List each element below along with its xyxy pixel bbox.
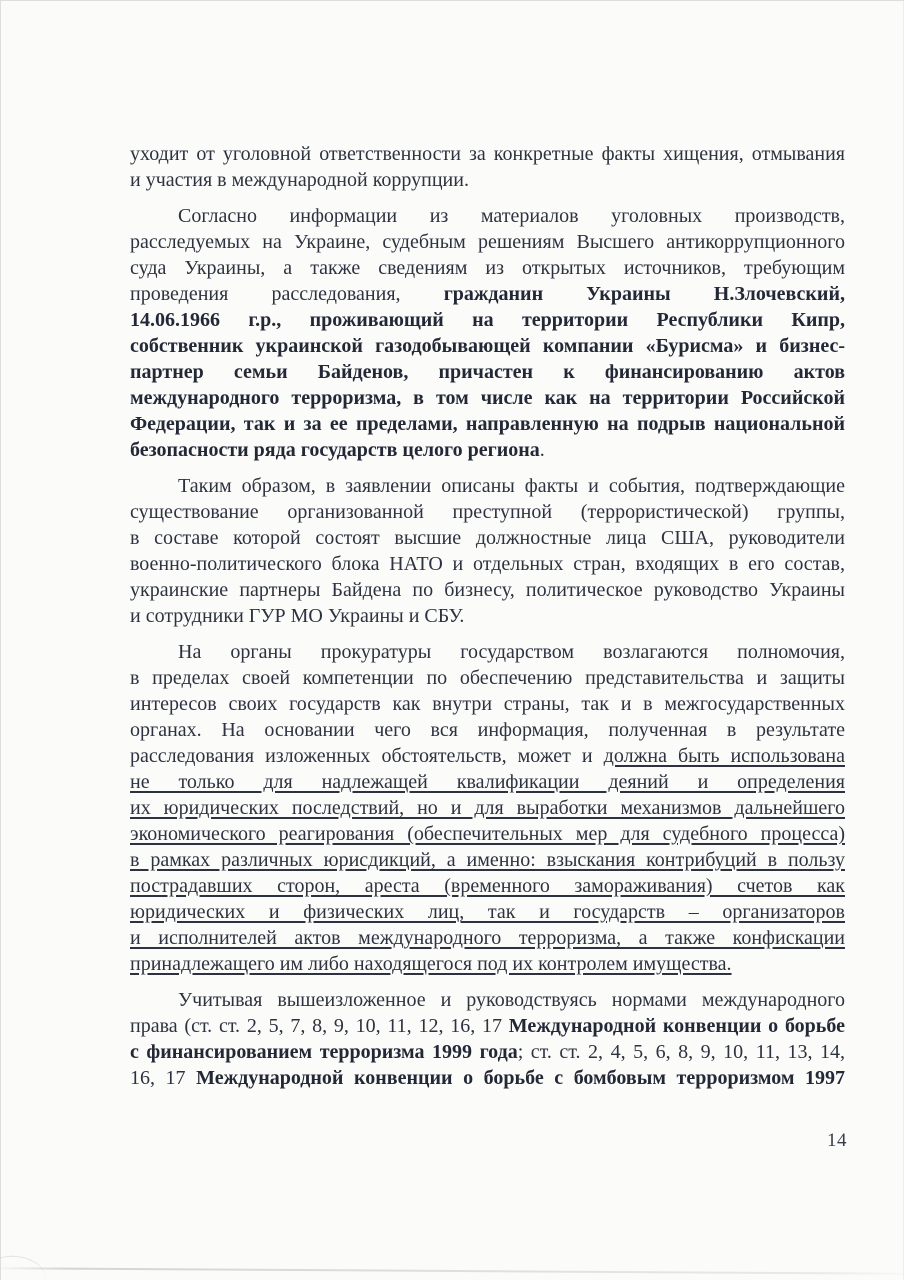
text-segment: права (ст. ст. 2, 5, 7, 8, 9, 10, 11, 12, 16, 17 [130,1015,509,1037]
paragraph [130,141,845,193]
bold-text-segment: безопасности ряда государств целого региона [130,439,540,461]
underlined-text-segment: их юридических последствий, но и для выработки механизмов дальнейшего [130,797,845,819]
text-line [130,437,845,463]
text-segment: органах. На основании чего вся информация, полученная в результате [130,719,845,741]
bold-text-segment: гражданин Украины Н.Злочевский, [443,283,845,305]
text-segment: проведения расследования, [130,283,444,305]
underlined-text-segment: юридических и физических лиц, так и государств – организаторов [130,901,845,923]
text-segment: Таким образом, в заявлении описаны факты и события, подтверждающие [178,475,845,497]
text-line [130,925,845,951]
bold-text-segment: Федерации, так и за ее пределами, направленную на подрыв национальной [130,413,845,435]
underlined-text-segment: не только для надлежащей квалификации деяний и определения [130,771,845,793]
bold-text-segment: международного терроризма, в том числе как на территории Российской [130,387,845,409]
paragraph [130,987,845,1091]
scan-corner-shadow [0,1252,48,1280]
underlined-text-segment: экономического реагирования (обеспечительных мер для судебного процесса) [130,823,845,845]
text-line [130,603,845,629]
bold-text-segment: Международной конвенции о борьбе с бомбовым терроризмом 1997 [196,1067,846,1089]
text-line [130,577,845,603]
text-line [130,1039,845,1065]
text-segment: ; ст. ст. 2, 4, 5, 6, 8, 9, 10, 11, 13, 14, [517,1041,845,1063]
paragraph [130,473,845,629]
text-line [130,639,845,665]
text-segment: в пределах своей компетенции по обеспечению представительства и защиты [130,667,845,689]
text-segment: в составе которой состоят высшие должностные лица США, руководители [130,527,845,549]
bold-text-segment: собственник украинской газодобывающей компании «Бурисма» и бизнес- [130,335,845,357]
text-segment: Учитывая вышеизложенное и руководствуясь нормами международного [178,989,845,1011]
bold-text-segment: Международной конвенции о борьбе [508,1015,845,1037]
underlined-text-segment: в рамках различных юрисдикций, а именно: взыскания контрибуций в пользу [130,849,845,871]
scan-bottom-edge-shadow [0,1267,904,1275]
text-segment: существование организованной преступной (террористической) группы, [130,501,845,523]
paragraph [130,203,845,463]
bold-text-segment: 14.06.1966 г.р., проживающий на территории Республики Кипр, [130,309,845,331]
text-segment: военно-политического блока НАТО и отдельных стран, входящих в его состав, [130,553,845,575]
text-line [130,987,845,1013]
text-line [130,847,845,873]
text-segment: уходит от уголовной ответственности за конкретные факты хищения, отмывания [130,143,845,165]
text-line [130,359,845,385]
text-line [130,1065,845,1091]
text-segment: интересов своих государств как внутри страны, так и в межгосударственных [130,693,845,715]
underlined-text-segment: пострадавших сторон, ареста (временного замораживания) счетов как [130,875,845,897]
text-line [130,873,845,899]
text-line [130,229,845,255]
underlined-text-segment: и исполнителей актов международного терроризма, а также конфискации [130,927,845,949]
paragraph [130,639,845,977]
document-text [130,141,845,1091]
text-line [130,1013,845,1039]
text-line [130,307,845,333]
text-line [130,385,845,411]
text-segment: На органы прокуратуры государством возлагаются полномочия, [178,641,845,663]
text-line [130,333,845,359]
text-segment: расследования изложенных обстоятельств, может и [130,745,604,767]
text-line [130,281,845,307]
text-line [130,551,845,577]
text-line [130,203,845,229]
bold-text-segment: с финансированием терроризма 1999 года [130,1041,518,1063]
text-line [130,769,845,795]
underlined-text-segment: должна быть использована [603,745,845,767]
text-line [130,821,845,847]
text-segment: суда Украины, а также сведениям из открытых источников, требующим [130,257,845,279]
underlined-text-segment: принадлежащего им либо находящегося под их контролем имущества. [130,953,732,975]
text-segment: 16, 17 [130,1067,197,1089]
text-line [130,255,845,281]
text-segment: украинские партнеры Байдена по бизнесу, политическое руководство Украины [130,579,845,601]
text-line [130,717,845,743]
text-line [130,951,845,977]
text-line [130,499,845,525]
page-number: 14 [827,1130,847,1151]
text-line [130,141,845,167]
text-line [130,473,845,499]
text-line [130,665,845,691]
text-line [130,411,845,437]
text-line [130,167,845,193]
text-line [130,899,845,925]
text-segment: . [539,439,545,461]
text-segment: расследуемых на Украине, судебным решениям Высшего антикоррупционного [130,231,845,253]
text-segment: Согласно информации из материалов уголовных производств, [178,205,845,227]
text-line [130,691,845,717]
text-line [130,525,845,551]
text-segment: и сотрудники ГУР МО Украины и СБУ. [130,605,465,627]
text-line [130,743,845,769]
text-segment: и участия в международной коррупции. [130,169,469,191]
text-line [130,795,845,821]
bold-text-segment: партнер семьи Байденов, причастен к финансированию актов [130,361,845,383]
